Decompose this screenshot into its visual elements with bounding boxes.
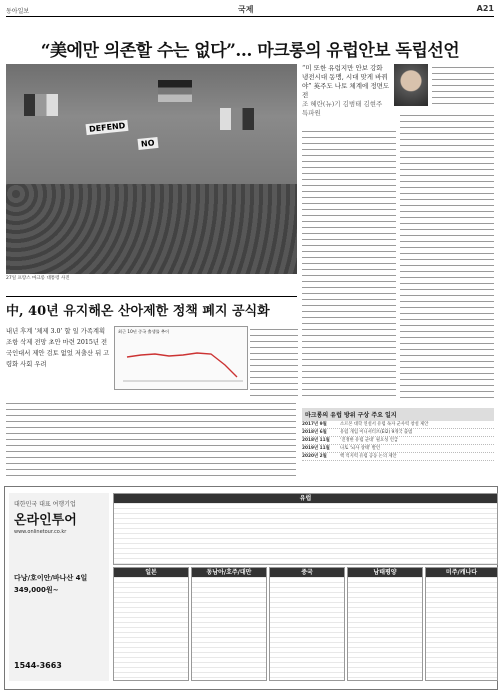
china-deck: 내년 후계 ‘체제 3.0’ 할 일 가족계획 조항 삭제 전망 초안 마련 2015년 전국인대서 제안 검토 없었 저출산 뒤 고령화 사회 우려 [6, 328, 110, 368]
flag-shape [24, 94, 58, 116]
page-header [6, 4, 494, 17]
quote-text: “미 또한 유럽지만 안보 강화 냉전시대 동맹, 시대 맞게 바꿔야” 英주도 나토 체계에 정면도전 [302, 64, 390, 99]
pull-quote [302, 64, 390, 118]
ad-section: 미주/캐나다 [425, 567, 498, 681]
ad-promo-price: 349,000원~ [14, 586, 59, 594]
series-line [127, 353, 237, 377]
main-headline: “美에만 의존할 수는 없다”… 마크롱의 유럽안보 독립선언 [40, 41, 460, 61]
photo-caption: 27일 프랑스 마크롱 대통령 사진 [6, 276, 70, 281]
paper-name: 동아일보 [6, 8, 30, 15]
crowd [6, 184, 297, 274]
page-number: A21 [476, 4, 494, 13]
section-label: 국제 [238, 5, 254, 14]
timeline-title: 마크롱의 유럽 방위 구상 주요 일지 [302, 408, 494, 421]
timeline-row: 2019년 11월 나토 ‘뇌사 상태’ 발언 [302, 445, 494, 453]
protest-sign: NO [137, 137, 158, 150]
ad-section: 중국 [269, 567, 345, 681]
flag-shape [220, 108, 254, 130]
portrait-photo [394, 64, 428, 106]
ad-brand-panel [9, 493, 109, 681]
protest-photo [6, 64, 297, 274]
timeline-box [302, 408, 494, 470]
timeline-row: 2018년 11월 ‘진정한 유럽 군대’ 필요성 언급 [302, 437, 494, 445]
ad-section: 일본 [113, 567, 189, 681]
ad-url: www.onlinetour.co.kr [14, 529, 67, 535]
timeline-row: 2017년 9월 소르본 대학 연설서 유럽 독자 군사력 창설 제안 [302, 421, 494, 429]
quote-byline: 조 혜란(뉴)기 김범태 김현주 특파원 [302, 100, 383, 117]
flag-shape [158, 80, 192, 102]
timeline-row: 2020년 2월 핵 억지력 유럽 공동 논의 제안 [302, 453, 494, 461]
ad-brand-line: 대한민국 대표 여행기업 [14, 501, 76, 508]
protest-sign: DEFEND [86, 120, 129, 135]
ad-logo: 온라인투어 [14, 513, 77, 528]
china-body-text [250, 326, 298, 398]
body-text-column [432, 64, 494, 108]
body-text-column [400, 112, 494, 398]
body-text-column [302, 128, 396, 398]
timeline-row: 2018년 6월 유럽 개입 이니셔티브(EI2) 9개국 출범 [302, 429, 494, 437]
ad-section: 동남아/호주/대만 [191, 567, 267, 681]
birthrate-chart [114, 326, 248, 390]
travel-advertisement [4, 486, 498, 690]
chart-plot [115, 327, 247, 389]
ad-grid [113, 493, 493, 685]
ad-section: 남태평양 [347, 567, 423, 681]
section-divider [6, 296, 297, 297]
ad-section: 유럽 [113, 493, 498, 565]
china-headline: 中, 40년 유지해온 산아제한 정책 폐지 공식화 [6, 304, 270, 319]
china-body-text [6, 400, 296, 480]
ad-promo-title: 다낭/호이안/바나산 4일 [14, 574, 88, 582]
chart-title: 최근 10년 중국 출생률 추이 [118, 329, 170, 334]
ad-phone: 1544-3663 [14, 661, 62, 670]
